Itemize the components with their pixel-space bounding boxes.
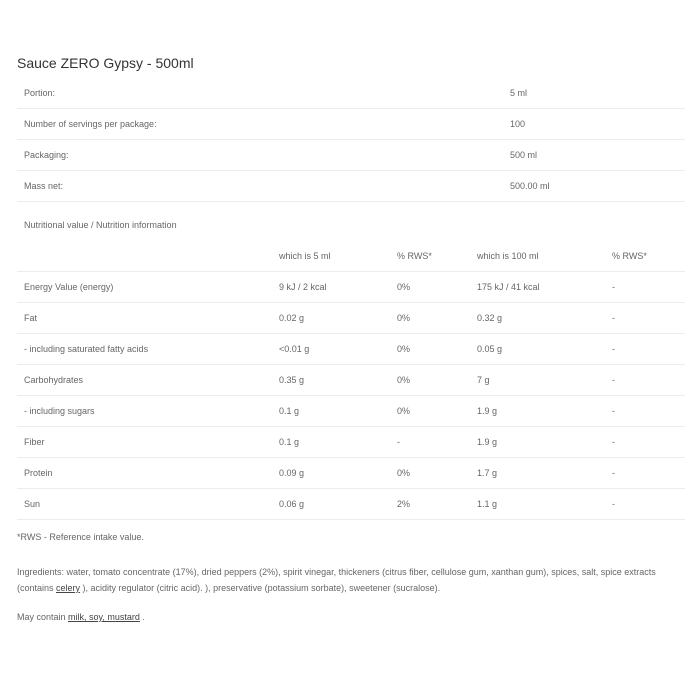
value-per-portion: <0.01 g [279,344,310,354]
nutrition-row [17,365,685,396]
nutrition-row [17,303,685,334]
spec-row [17,171,685,202]
nutrient-name: Carbohydrates [24,375,84,385]
nutrition-row [17,396,685,427]
rws-per-portion: 0% [397,375,411,385]
nutrition-table [17,241,685,520]
nutrition-row [17,489,685,520]
spec-row [17,140,685,171]
allergen-celery: celery [56,583,81,593]
ingredients-text [17,564,687,596]
rws-per-100ml: - [612,468,615,478]
header-cell: which is 100 ml [477,251,539,261]
value-per-100ml: 0.05 g [477,344,503,354]
value-per-100ml: 1.9 g [477,406,498,416]
rws-per-100ml: - [612,313,615,323]
value-per-100ml: 7 g [477,375,490,385]
nutrition-header-row [17,241,685,272]
rws-per-portion: 2% [397,499,411,509]
value-per-portion: 0.1 g [279,406,300,416]
spec-table [17,78,685,202]
spec-label: Number of servings per package: [24,119,157,129]
spec-value: 500 ml [510,150,538,160]
rws-per-100ml: - [612,406,615,416]
rws-per-portion: 0% [397,406,411,416]
nutrient-name: Fiber [24,437,45,447]
header-cell: % RWS* [397,251,432,261]
nutrient-name: Sun [24,499,41,509]
spec-value: 100 [510,119,526,129]
nutrition-row [17,272,685,303]
rws-per-portion: 0% [397,344,411,354]
nutrient-name: Energy Value (energy) [24,282,114,292]
value-per-portion: 0.06 g [279,499,305,509]
nutrient-name: Fat [24,313,38,323]
nutrient-name: - including sugars [24,406,95,416]
may-contain-note [17,612,145,622]
rws-per-portion: - [397,437,400,447]
nutrient-name: Protein [24,468,53,478]
spec-label: Packaging: [24,150,69,160]
rws-note: *RWS - Reference intake value. [17,532,144,542]
rws-per-100ml: - [612,437,615,447]
spec-label: Portion: [24,88,56,98]
spec-row [17,78,685,109]
value-per-portion: 0.1 g [279,437,300,447]
rws-per-100ml: - [612,344,615,354]
rws-per-100ml: - [612,375,615,385]
spec-label: Mass net: [24,181,64,191]
rws-per-100ml: - [612,282,615,292]
value-per-portion: 9 kJ / 2 kcal [279,282,327,292]
may-contain-prefix: May contain [17,612,69,622]
nutrition-row [17,334,685,365]
spec-row [17,109,685,140]
rws-per-portion: 0% [397,313,411,323]
nutrition-row [17,458,685,489]
value-per-100ml: 175 kJ / 41 kcal [477,282,540,292]
value-per-100ml: 1.1 g [477,499,498,509]
nutrition-heading: Nutritional value / Nutrition information [24,220,177,230]
may-contain-items: milk, soy, mustard [68,612,140,622]
value-per-portion: 0.02 g [279,313,305,323]
value-per-100ml: 1.7 g [477,468,498,478]
product-title: Sauce ZERO Gypsy - 500ml [17,55,194,71]
rws-per-100ml: - [612,499,615,509]
rws-per-portion: 0% [397,468,411,478]
value-per-portion: 0.09 g [279,468,305,478]
spec-value: 5 ml [510,88,528,98]
rws-per-portion: 0% [397,282,411,292]
nutrition-row [17,427,685,458]
header-cell: % RWS* [612,251,647,261]
ingredients-before: Ingredients: water, tomato concentrate (17%), dried peppers (2%), spirit vinegar, thickeners (citrus fiber, cellulose gum, xanthan gum), spices, salt, spice extracts (contains [17,567,656,593]
ingredients-after: ), acidity regulator (citric acid). ), preservative (potassium sorbate), sweetener (sucralose). [80,583,441,593]
header-cell: which is 5 ml [279,251,331,261]
nutrient-name: - including saturated fatty acids [24,344,149,354]
value-per-100ml: 0.32 g [477,313,503,323]
may-contain-suffix: . [139,612,145,622]
value-per-100ml: 1.9 g [477,437,498,447]
spec-value: 500.00 ml [510,181,550,191]
value-per-portion: 0.35 g [279,375,305,385]
